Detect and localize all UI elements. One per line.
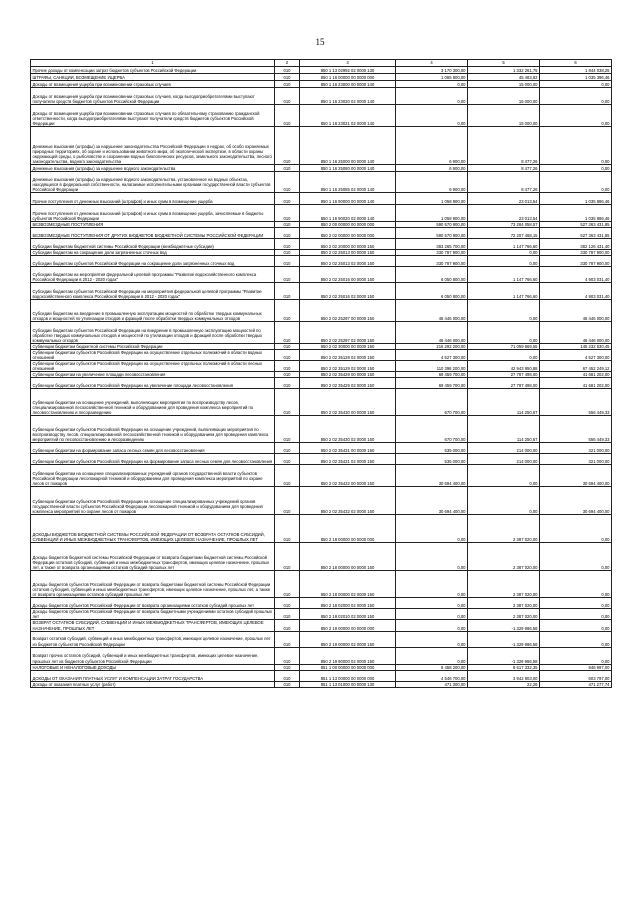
row-description: Субвенции бюджетам субъектов Российской Федерации на увеличение площади лесовосстановления xyxy=(31,378,275,389)
row-description: Прочие поступления от денежных взысканий (штрафов) и иных сумм в возмещение ущерба xyxy=(31,193,275,205)
row-budget-code: 850 2 02 25297 00 0000 150 xyxy=(300,300,396,322)
row-approved-amount: 3 170 300,00 xyxy=(396,67,468,74)
row-approved-amount: 0,00 xyxy=(396,631,468,647)
row-remaining-amount: 0,00 xyxy=(540,598,612,609)
row-description: Возврат остатков субсидий, субвенций и иных межбюджетных трансфертов, имеющих целевое назначение, прошлых лет из бюджетов субъектов Российской Федерации xyxy=(31,631,275,647)
row-executed-amount: 8 477,26 xyxy=(468,165,540,172)
row-executed-amount: 114 250,67 xyxy=(468,416,540,443)
row-line-code: 010 xyxy=(275,443,300,454)
row-executed-amount: 71 059 669,55 xyxy=(468,344,540,350)
row-executed-amount: 2 387 020,00 xyxy=(468,598,540,609)
row-line-code: 010 xyxy=(275,571,300,598)
row-remaining-amount: 0,00 xyxy=(540,543,612,571)
row-remaining-amount: 1 035 886,46 xyxy=(540,205,612,222)
table-row xyxy=(31,620,612,631)
table-row xyxy=(31,105,612,127)
row-executed-amount: 0,00 xyxy=(468,487,540,515)
row-executed-amount: 1 147 766,60 xyxy=(468,283,540,300)
row-description: Доходы от возмещения ущерба при возникновении страховых случаев xyxy=(31,81,275,88)
table-row xyxy=(31,165,612,172)
row-budget-code: 850 2 00 00000 00 0000 000 xyxy=(300,222,396,228)
row-remaining-amount: 0,00 xyxy=(540,165,612,172)
table-row xyxy=(31,256,612,267)
row-remaining-amount: 0,00 xyxy=(540,609,612,620)
row-description: Возврат прочих остатков субсидий, субвенций и иных межбюджетных трансфертов, имеющих целевое назначение, прошлых лет из бюджетов субъектов Российской Федерации xyxy=(31,647,275,664)
column-number: 5 xyxy=(468,60,540,67)
table-row xyxy=(31,81,612,88)
table-row xyxy=(31,647,612,664)
row-budget-code: 850 2 19 90000 02 0000 150 xyxy=(300,647,396,664)
table-row xyxy=(31,88,612,105)
row-approved-amount: 110 398 200,00 xyxy=(396,361,468,372)
row-description: Субсидии бюджетам субъектов Российской Федерации на внедрение в промышленную эксплуатацию мощностей по обработке твердых коммунальных отходов и мощностей по утилизации отходов и фракций после обработки твердых коммунальных отходов xyxy=(31,322,275,344)
row-approved-amount: 0,00 xyxy=(396,105,468,127)
row-approved-amount: 6 900,00 xyxy=(396,127,468,165)
column-number-row xyxy=(31,60,612,67)
row-executed-amount: 0,00 xyxy=(468,465,540,487)
row-budget-code: 850 1 16 25000 00 0000 140 xyxy=(300,127,396,165)
row-line-code: 010 xyxy=(275,543,300,571)
row-executed-amount: 42 943 950,88 xyxy=(468,361,540,372)
row-approved-amount: 0,00 xyxy=(396,571,468,598)
row-description: БЕЗВОЗМЕЗДНЫЕ ПОСТУПЛЕНИЯ ОТ ДРУГИХ БЮДЖЕТОВ БЮДЖЕТНОЙ СИСТЕМЫ РОССИЙСКОЙ ФЕДЕРАЦИИ xyxy=(31,228,275,239)
row-budget-code: 850 2 02 35128 02 0000 150 xyxy=(300,350,396,361)
row-budget-code: 850 2 18 00000 00 0000 150 xyxy=(300,543,396,571)
row-approved-amount: 330 787 900,00 xyxy=(396,250,468,256)
table-row xyxy=(31,300,612,322)
table-row xyxy=(31,609,612,620)
row-line-code: 010 xyxy=(275,222,300,228)
row-approved-amount: 0,00 xyxy=(396,620,468,631)
row-description: Доходы бюджетов субъектов Российской Федерации от возврата организациями остатков субсидий прошлых лет xyxy=(31,598,275,609)
row-budget-code: 850 2 02 25013 00 0000 150 xyxy=(300,250,396,256)
table-row xyxy=(31,543,612,571)
row-line-code: 010 xyxy=(275,165,300,172)
row-approved-amount: 1 058 900,00 xyxy=(396,193,468,205)
row-remaining-amount: 330 787 900,00 xyxy=(540,250,612,256)
row-executed-amount: 0,00 xyxy=(468,300,540,322)
table-row xyxy=(31,378,612,389)
row-line-code: 010 xyxy=(275,620,300,631)
row-executed-amount: 2 387 020,00 xyxy=(468,571,540,598)
row-budget-code: 850 2 18 00000 00 0000 000 xyxy=(300,515,396,543)
table-row xyxy=(31,416,612,443)
row-line-code: 010 xyxy=(275,228,300,239)
row-remaining-amount: 527 363 431,85 xyxy=(540,228,612,239)
table-row xyxy=(31,454,612,465)
row-budget-code: 851 1 13 00000 00 0000 000 xyxy=(300,670,396,681)
row-approved-amount: 46 446 000,00 xyxy=(396,300,468,322)
row-remaining-amount: 0,00 xyxy=(540,172,612,193)
row-budget-code: 850 1 16 90020 02 0000 140 xyxy=(300,205,396,222)
row-description: Прочие поступления от денежных взысканий (штрафов) и иных сумм в возмещение ущерба, зачисляемые в бюджеты субъектов Российской Федерации xyxy=(31,205,275,222)
row-remaining-amount: 382 126 431,40 xyxy=(540,239,612,250)
row-remaining-amount: 603 797,00 xyxy=(540,670,612,681)
row-remaining-amount: 0,00 xyxy=(540,647,612,664)
table-row xyxy=(31,389,612,416)
row-description: Денежные взыскания (штрафы) за нарушение водного законодательства, установленное на водных объектах, находящихся в федеральной собственности, налагаемые исполнительными органами государственной власти субъектов Российской Федерации xyxy=(31,172,275,193)
table-row xyxy=(31,322,612,344)
row-executed-amount: 27 787 498,00 xyxy=(468,378,540,389)
row-approved-amount: 8 458 200,00 xyxy=(396,664,468,670)
row-executed-amount: 0,00 xyxy=(468,322,540,344)
table-row xyxy=(31,631,612,647)
row-line-code: 010 xyxy=(275,609,300,620)
row-executed-amount: 22,26 xyxy=(468,681,540,687)
row-executed-amount: 0,00 xyxy=(468,256,540,267)
row-line-code: 010 xyxy=(275,647,300,664)
row-remaining-amount: 1 035 886,46 xyxy=(540,193,612,205)
row-description: ШТРАФЫ, САНКЦИИ, ВОЗМЕЩЕНИЕ УЩЕРБА xyxy=(31,74,275,81)
row-line-code: 010 xyxy=(275,267,300,283)
row-description: Субсидии бюджетам на сокращение доли загрязненных сточных вод xyxy=(31,250,275,256)
row-remaining-amount: 0,00 xyxy=(540,105,612,127)
row-approved-amount: 30 694 400,00 xyxy=(396,465,468,487)
column-number: 6 xyxy=(540,60,612,67)
row-executed-amount: -1 329 986,58 xyxy=(468,647,540,664)
table-body xyxy=(31,67,612,688)
row-approved-amount: 6 900,00 xyxy=(396,165,468,172)
row-line-code: 010 xyxy=(275,74,300,81)
row-approved-amount: 535 000,00 xyxy=(396,454,468,465)
row-approved-amount: 1 058 900,00 xyxy=(396,205,468,222)
table-row xyxy=(31,361,612,372)
row-line-code: 010 xyxy=(275,515,300,543)
row-line-code: 010 xyxy=(275,487,300,515)
row-line-code: 010 xyxy=(275,631,300,647)
row-description: Доходы от возмещения ущерба при возникновении страховых случаев по обязательному страхованию гражданской ответственности, когда выгодоприобретателями выступают получатели средств бюджетов субъектов Российской Федерации xyxy=(31,105,275,127)
row-description: Субвенции бюджетам субъектов Российской Федерации на осуществление отдельных полномочий в области лесных отношений xyxy=(31,361,275,372)
row-budget-code: 850 2 02 30000 00 0000 150 xyxy=(300,344,396,350)
table-row xyxy=(31,67,612,74)
row-line-code: 010 xyxy=(275,205,300,222)
row-remaining-amount: 41 681 202,00 xyxy=(540,372,612,378)
row-budget-code: 850 2 02 35129 02 0000 150 xyxy=(300,361,396,372)
row-line-code: 010 xyxy=(275,681,300,687)
row-approved-amount: 69 459 700,00 xyxy=(396,372,468,378)
row-approved-amount: 216 292 200,00 xyxy=(396,344,468,350)
row-budget-code: 850 2 18 00000 02 0000 150 xyxy=(300,571,396,598)
row-line-code: 010 xyxy=(275,193,300,205)
row-remaining-amount: 0,00 xyxy=(540,127,612,165)
row-approved-amount: 0,00 xyxy=(396,598,468,609)
row-description: Доходы бюджетов субъектов Российской Федерации от возврата бюджетными учреждениями остатков субсидий прошлых лет xyxy=(31,609,275,620)
row-executed-amount: 2 387 020,00 xyxy=(468,515,540,543)
row-remaining-amount: 145 232 530,45 xyxy=(540,344,612,350)
row-description: Субсидии бюджетам субъектов Российской Федерации на сокращение доли загрязненных сточных вод xyxy=(31,256,275,267)
row-executed-amount: 1 147 766,60 xyxy=(468,267,540,283)
table-row xyxy=(31,487,612,515)
row-budget-code: 850 1 16 23020 02 0000 140 xyxy=(300,88,396,105)
row-executed-amount: -1 329 986,58 xyxy=(468,620,540,631)
table-row xyxy=(31,239,612,250)
row-line-code: 010 xyxy=(275,465,300,487)
row-approved-amount: 0,00 xyxy=(396,609,468,620)
row-remaining-amount: 41 681 202,00 xyxy=(540,378,612,389)
row-remaining-amount: 67 452 249,12 xyxy=(540,361,612,372)
row-approved-amount: 6 900,00 xyxy=(396,172,468,193)
row-budget-code: 850 1 16 90000 00 0000 140 xyxy=(300,193,396,205)
row-budget-code: 851 1 13 01000 00 0000 130 xyxy=(300,681,396,687)
table-row xyxy=(31,172,612,193)
row-executed-amount: 214 000,00 xyxy=(468,454,540,465)
row-line-code: 010 xyxy=(275,127,300,165)
row-description: Субсидии бюджетам субъектов Российской Федерации на мероприятия федеральной целевой программы "Развитие водохозяйственного комплекса Российской Федерации в 2012 - 2020 годах" xyxy=(31,283,275,300)
row-remaining-amount: 527 363 431,85 xyxy=(540,222,612,228)
row-description: ДОХОДЫ ОТ ОКАЗАНИЯ ПЛАТНЫХ УСЛУГ И КОМПЕНСАЦИИ ЗАТРАТ ГОСУДАРСТВА xyxy=(31,670,275,681)
row-remaining-amount: 1 844 038,25 xyxy=(540,67,612,74)
row-description: Субвенции бюджетам субъектов Российской Федерации на формирование запаса лесных семян для лесовосстановления xyxy=(31,454,275,465)
row-executed-amount: 73 284 058,57 xyxy=(468,222,540,228)
row-line-code: 010 xyxy=(275,670,300,681)
row-remaining-amount: 0,00 xyxy=(540,631,612,647)
row-budget-code: 850 2 02 25297 02 0000 150 xyxy=(300,322,396,344)
row-approved-amount: 69 459 700,00 xyxy=(396,378,468,389)
row-executed-amount: 8 617 332,35 xyxy=(468,664,540,670)
row-approved-amount: 330 787 900,00 xyxy=(396,256,468,267)
row-line-code: 010 xyxy=(275,322,300,344)
row-remaining-amount: 4 527 300,00 xyxy=(540,350,612,361)
table-row xyxy=(31,344,612,350)
row-budget-code: 850 1 16 00000 00 0000 000 xyxy=(300,74,396,81)
row-description: Денежные взыскания (штрафы) за нарушение законодательства Российской Федерации о недрах, об особо охраняемых природных территориях, об охране и использовании животного мира, об экологической экспертизе, в области охраны окружающей среды, о рыболовстве и сохранении водных биологических ресурсов, земельного законодательства, лесного законодательства, водного законодательства xyxy=(31,127,275,165)
row-approved-amount: 471 300,00 xyxy=(396,681,468,687)
table-row xyxy=(31,515,612,543)
row-description: Денежные взыскания (штрафы) за нарушение водного законодательства xyxy=(31,165,275,172)
column-number: 1 xyxy=(31,60,275,67)
row-budget-code: 850 1 16 25080 00 0000 140 xyxy=(300,165,396,172)
row-line-code: 010 xyxy=(275,256,300,267)
table-row xyxy=(31,267,612,283)
row-line-code: 010 xyxy=(275,598,300,609)
row-remaining-amount: 46 446 000,00 xyxy=(540,300,612,322)
row-budget-code: 850 2 02 25013 02 0000 150 xyxy=(300,256,396,267)
row-description: Субвенции бюджетам субъектов Российской Федерации на оснащение учреждений, выполняющих мероприятия по воспроизводству лесов, специализированной лесохозяйственной техникой и оборудованием для проведения комплекса мероприятий по лесовосстановлению и лесоразведению xyxy=(31,416,275,443)
row-line-code: 010 xyxy=(275,664,300,670)
row-remaining-amount: 30 694 400,00 xyxy=(540,487,612,515)
row-description: НАЛОГОВЫЕ И НЕНАЛОГОВЫЕ ДОХОДЫ xyxy=(31,664,275,670)
row-line-code: 010 xyxy=(275,378,300,389)
table-row xyxy=(31,571,612,598)
row-line-code: 010 xyxy=(275,250,300,256)
row-approved-amount: 670 700,00 xyxy=(396,416,468,443)
row-budget-code: 850 1 16 23021 02 0000 140 xyxy=(300,105,396,127)
row-executed-amount: 3 942 903,00 xyxy=(468,670,540,681)
row-executed-amount: 114 250,67 xyxy=(468,389,540,416)
row-remaining-amount: 46 446 000,00 xyxy=(540,322,612,344)
row-line-code: 010 xyxy=(275,416,300,443)
row-approved-amount: 4 546 700,00 xyxy=(396,670,468,681)
row-approved-amount: 6 050 800,00 xyxy=(396,267,468,283)
table-row xyxy=(31,74,612,81)
row-budget-code: 850 2 02 35429 02 0000 150 xyxy=(300,378,396,389)
row-description: Субвенции бюджетам бюджетной системы Российской Федерации xyxy=(31,344,275,350)
row-approved-amount: 383 265 700,00 xyxy=(396,239,468,250)
row-remaining-amount: 0,00 xyxy=(540,88,612,105)
row-budget-code: 850 1 16 23000 00 0000 140 xyxy=(300,81,396,88)
row-line-code: 010 xyxy=(275,361,300,372)
row-budget-code: 850 1 16 25085 02 0000 140 xyxy=(300,172,396,193)
row-line-code: 010 xyxy=(275,239,300,250)
row-description: Субвенции бюджетам субъектов Российской Федерации на оснащение специализированных учреждений органов государственной власти субъектов Российской Федерации лесопожарной техникой и оборудованием для проведения комплекса мероприятий по охране лесов от пожаров xyxy=(31,487,275,515)
row-budget-code: 850 2 02 00000 00 0000 000 xyxy=(300,228,396,239)
row-description: Субвенции бюджетам субъектов Российской Федерации на осуществление отдельных полномочий в области водных отношений xyxy=(31,350,275,361)
row-approved-amount: 1 065 800,00 xyxy=(396,74,468,81)
page-number: 15 xyxy=(315,37,325,47)
row-budget-code: 850 2 02 25016 02 0000 150 xyxy=(300,283,396,300)
row-line-code: 010 xyxy=(275,88,300,105)
row-remaining-amount: 330 787 900,00 xyxy=(540,256,612,267)
row-description: Субвенции бюджетам на оснащение специализированных учреждений органов государственной власти субъектов Российской Федерации лесопожарной техникой и оборудованием для проведения комплекса мероприятий по охране лесов от пожаров xyxy=(31,465,275,487)
row-description: Субвенции бюджетам на увеличение площади лесовосстановления xyxy=(31,372,275,378)
row-executed-amount: 8 477,26 xyxy=(468,127,540,165)
row-approved-amount: 0,00 xyxy=(396,515,468,543)
row-remaining-amount: 321 000,00 xyxy=(540,443,612,454)
row-executed-amount: 0,00 xyxy=(468,250,540,256)
row-budget-code: 850 2 18 02000 02 0000 150 xyxy=(300,598,396,609)
row-line-code: 010 xyxy=(275,81,300,88)
column-number: 2 xyxy=(275,60,300,67)
row-remaining-amount: 556 449,33 xyxy=(540,389,612,416)
row-approved-amount: 670 700,00 xyxy=(396,389,468,416)
row-approved-amount: 0,00 xyxy=(396,543,468,571)
row-remaining-amount: 471 277,74 xyxy=(540,681,612,687)
row-approved-amount: 30 694 400,00 xyxy=(396,487,468,515)
row-budget-code: 850 2 02 35432 02 0000 150 xyxy=(300,487,396,515)
row-executed-amount: 1 147 766,60 xyxy=(468,239,540,250)
table-row xyxy=(31,598,612,609)
row-budget-code: 850 2 18 02010 02 0000 150 xyxy=(300,609,396,620)
row-line-code: 010 xyxy=(275,344,300,350)
row-approved-amount: 0,00 xyxy=(396,88,468,105)
row-description: БЕЗВОЗМЕЗДНЫЕ ПОСТУПЛЕНИЯ xyxy=(31,222,275,228)
row-remaining-amount: 556 449,33 xyxy=(540,416,612,443)
column-number: 3 xyxy=(300,60,396,67)
row-remaining-amount: 4 903 031,40 xyxy=(540,283,612,300)
column-number: 4 xyxy=(396,60,468,67)
row-budget-code: 850 1 13 02992 02 0000 130 xyxy=(300,67,396,74)
row-line-code: 010 xyxy=(275,389,300,416)
row-description: ДОХОДЫ БЮДЖЕТОВ БЮДЖЕТНОЙ СИСТЕМЫ РОССИЙСКОЙ ФЕДЕРАЦИИ ОТ ВОЗВРАТА ОСТАТКОВ СУБСИДИЙ, СУБВЕНЦИЙ И ИНЫХ МЕЖБЮДЖЕТНЫХ ТРАНСФЕРТОВ, ИМЕЮЩИХ ЦЕЛЕВОЕ НАЗНАЧЕНИЕ, ПРОШЛЫХ ЛЕТ xyxy=(31,515,275,543)
row-remaining-amount: 1 035 396,46 xyxy=(540,74,612,81)
row-description: Субсидии бюджетам на мероприятия федеральной целевой программы "Развитие водохозяйственного комплекса Российской Федерации в 2012 - 2020 годах" xyxy=(31,267,275,283)
row-remaining-amount: 321 000,00 xyxy=(540,454,612,465)
table-row xyxy=(31,670,612,681)
row-description: Доходы бюджетов бюджетной системы Российской Федерации от возврата бюджетами бюджетной системы Российской Федерации остатков субсидий, субвенций и иных межбюджетных трансфертов, имеющих целевое назначение, прошлых лет, а также от возврата организациями остатков субсидий прошлых лет xyxy=(31,543,275,571)
row-budget-code: 851 1 00 00000 00 0000 000 xyxy=(300,664,396,670)
row-line-code: 010 xyxy=(275,67,300,74)
row-budget-code: 850 2 02 35429 00 0000 150 xyxy=(300,372,396,378)
row-remaining-amount: 0,00 xyxy=(540,81,612,88)
row-remaining-amount: 4 903 031,40 xyxy=(540,267,612,283)
row-description: Прочие доходы от компенсации затрат бюджетов субъектов Российской Федерации xyxy=(31,67,275,74)
row-line-code: 010 xyxy=(275,172,300,193)
row-description: ВОЗВРАТ ОСТАТКОВ СУБСИДИЙ, СУБВЕНЦИЙ И ИНЫХ МЕЖБЮДЖЕТНЫХ ТРАНСФЕРТОВ, ИМЕЮЩИХ ЦЕЛЕВОЕ НАЗНАЧЕНИЕ, ПРОШЛЫХ ЛЕТ xyxy=(31,620,275,631)
row-description: Доходы от возмещения ущерба при возникновении страховых случаев, когда выгодоприобретателями выступают получатели средств бюджетов субъектов Российской Федерации xyxy=(31,88,275,105)
row-executed-amount: 23 013,54 xyxy=(468,205,540,222)
row-approved-amount: 535 000,00 xyxy=(396,443,468,454)
table-row xyxy=(31,283,612,300)
row-line-code: 010 xyxy=(275,350,300,361)
row-executed-amount: 2 387 020,00 xyxy=(468,543,540,571)
table-row xyxy=(31,681,612,687)
row-budget-code: 850 2 19 00000 02 0000 150 xyxy=(300,631,396,647)
table-row xyxy=(31,193,612,205)
row-executed-amount: 72 207 468,15 xyxy=(468,228,540,239)
table-row xyxy=(31,228,612,239)
row-approved-amount: 46 446 000,00 xyxy=(396,322,468,344)
row-executed-amount: -1 329 986,58 xyxy=(468,631,540,647)
row-budget-code: 850 2 02 35430 00 0000 150 xyxy=(300,389,396,416)
row-budget-code: 850 2 02 25016 00 0000 150 xyxy=(300,267,396,283)
row-executed-amount: 15 000,00 xyxy=(468,105,540,127)
row-line-code: 010 xyxy=(275,300,300,322)
row-budget-code: 850 2 02 35431 00 0000 150 xyxy=(300,443,396,454)
row-executed-amount: 15 000,00 xyxy=(468,81,540,88)
row-line-code: 010 xyxy=(275,105,300,127)
table-row xyxy=(31,465,612,487)
table-row xyxy=(31,127,612,165)
row-approved-amount: 6 050 800,00 xyxy=(396,283,468,300)
row-description: Субсидии бюджетам бюджетной системы Российской Федерации (межбюджетные субсидии) xyxy=(31,239,275,250)
row-remaining-amount: 946 997,00 xyxy=(540,664,612,670)
row-executed-amount: 45 483,82 xyxy=(468,74,540,81)
row-budget-code: 850 2 19 00000 00 0000 000 xyxy=(300,620,396,631)
row-description: Доходы от оказания платных услуг (работ) xyxy=(31,681,275,687)
row-description: Субвенции бюджетам на оснащение учреждений, выполняющих мероприятия по воспроизводству лесов, специализированной лесохозяйственной техникой и оборудованием для проведения комплекса мероприятий по лесовосстановлению и лесоразведению xyxy=(31,389,275,416)
table-row xyxy=(31,443,612,454)
row-executed-amount: 27 787 498,00 xyxy=(468,372,540,378)
row-remaining-amount: 0,00 xyxy=(540,620,612,631)
row-description: Субвенции бюджетам на формирование запаса лесных семян для лесовосстановления xyxy=(31,443,275,454)
row-executed-amount: 214 000,00 xyxy=(468,443,540,454)
row-line-code: 010 xyxy=(275,454,300,465)
row-remaining-amount: 30 694 400,00 xyxy=(540,465,612,487)
row-executed-amount: 8 477,26 xyxy=(468,172,540,193)
row-description: Субсидии бюджетам на внедрение в промышленную эксплуатацию мощностей по обработке твердых коммунальных отходов и мощностей по утилизации отходов и фракций после обработки твердых коммунальных отходов xyxy=(31,300,275,322)
row-line-code: 010 xyxy=(275,283,300,300)
table-row xyxy=(31,350,612,361)
row-budget-code: 850 2 02 20000 00 0000 150 xyxy=(300,239,396,250)
row-budget-code: 850 2 02 35431 02 0000 150 xyxy=(300,454,396,465)
row-executed-amount: 23 013,54 xyxy=(468,193,540,205)
row-budget-code: 850 2 02 35432 00 0000 150 xyxy=(300,465,396,487)
row-executed-amount: 2 387 020,00 xyxy=(468,609,540,620)
row-approved-amount: 590 570 900,00 xyxy=(396,228,468,239)
revenue-report-table xyxy=(30,59,612,688)
row-approved-amount: 4 527 300,00 xyxy=(396,350,468,361)
row-approved-amount: 0,00 xyxy=(396,647,468,664)
row-remaining-amount: 0,00 xyxy=(540,571,612,598)
row-executed-amount: 0,00 xyxy=(468,350,540,361)
table-row xyxy=(31,205,612,222)
row-approved-amount: 590 570 900,00 xyxy=(396,222,468,228)
row-line-code: 010 xyxy=(275,372,300,378)
row-description: Доходы бюджетов субъектов Российской Федерации от возврата бюджетами бюджетной системы Российской Федерации остатков субсидий, субвенций и иных межбюджетных трансфертов, имеющих целевое назначение, прошлых лет, а также от возврата организациями остатков субсидий прошлых лет xyxy=(31,571,275,598)
table-row xyxy=(31,372,612,378)
row-remaining-amount: 0,00 xyxy=(540,515,612,543)
row-approved-amount: 0,00 xyxy=(396,81,468,88)
row-executed-amount: 1 332 261,75 xyxy=(468,67,540,74)
row-budget-code: 850 2 02 35430 02 0000 150 xyxy=(300,416,396,443)
row-executed-amount: 15 000,00 xyxy=(468,88,540,105)
